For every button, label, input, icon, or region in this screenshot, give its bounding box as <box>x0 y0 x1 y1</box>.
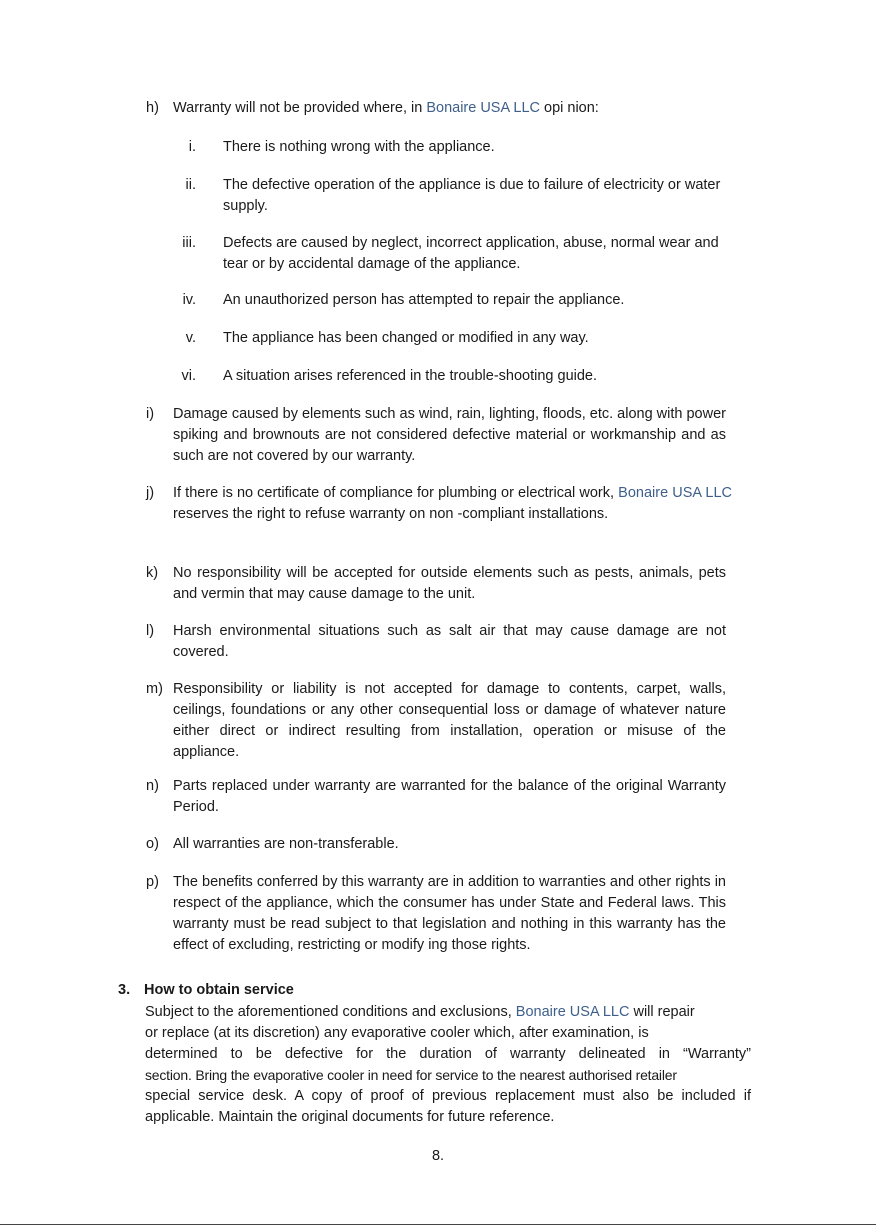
clause-text: All warranties are non-transferable. <box>173 836 399 852</box>
clause-text: If there is no certificate of compliance for plumbing or electrical work, Bonaire USA LLC reserves the right to refuse warranty on non -compliant installations. <box>173 485 732 522</box>
clause-label: o) <box>146 836 159 852</box>
clause-label: h) <box>146 100 159 116</box>
subclause-label: vi. <box>181 368 196 384</box>
page-bottom-rule <box>0 1224 876 1225</box>
clause-text: No responsibility will be accepted for outside elements such as pests, animals, pets and vermin that may cause damage to the unit. <box>173 565 726 602</box>
paragraph-line: special service desk. A copy of proof of previous replacement must also be included if <box>145 1088 751 1104</box>
section-number: 3. <box>118 982 131 998</box>
page-number: 8. <box>431 1148 445 1164</box>
paragraph-line: Subject to the aforementioned conditions and exclusions, Bonaire USA LLC will repair <box>145 1004 695 1020</box>
subclause-text: An unauthorized person has attempted to repair the appliance. <box>223 292 625 308</box>
subclause-label: ii. <box>185 177 196 193</box>
clause-text: Responsibility or liability is not accepted for damage to contents, carpet, walls, ceilings, foundations or any other consequential loss or damage of whatever nature either direct or indirect resulting from installation, operation or misuse of the appliance. <box>173 681 726 760</box>
section-paragraph <box>145 1002 751 1128</box>
clause-text: The benefits conferred by this warranty are in addition to warranties and other rights in respect of the appliance, which the consumer has under State and Federal laws. This warranty must be read subject to that legislation and nothing in this warranty has the effect of excluding, restricting or modify ing those rights. <box>173 874 726 953</box>
paragraph-line: section. Bring the evaporative cooler in need for service to the nearest authorised retailer <box>145 1067 677 1083</box>
clause-m <box>146 679 726 763</box>
clause-p <box>146 872 726 956</box>
company-name: Bonaire USA LLC <box>426 100 540 116</box>
clause-text: Damage caused by elements such as wind, rain, lighting, floods, etc. along with power spiking and brownouts are not considered defective material or workmanship and as such are not covered by our warranty. <box>173 406 726 464</box>
company-name: Bonaire USA LLC <box>618 485 732 501</box>
clause-label: n) <box>146 778 159 794</box>
company-name: Bonaire USA LLC <box>515 1004 630 1020</box>
subclause-label: v. <box>185 330 196 346</box>
subclause-text: There is nothing wrong with the appliance. <box>223 139 495 155</box>
clause-h <box>146 98 726 119</box>
clause-i <box>146 404 726 467</box>
paragraph-line: or replace (at its discretion) any evaporative cooler which, after examination, is <box>145 1025 649 1041</box>
clause-label: i) <box>146 406 155 422</box>
clause-text: Warranty will not be provided where, in Bonaire USA LLC opi nion: <box>173 100 599 116</box>
clause-text: Parts replaced under warranty are warranted for the balance of the original Warranty Period. <box>173 778 726 815</box>
subclause-label: iii. <box>182 235 196 251</box>
subclause-label: iv. <box>182 292 196 308</box>
subclause-text: The appliance has been changed or modified in any way. <box>223 330 589 346</box>
subclause-vi <box>160 366 726 387</box>
clause-label: m) <box>146 681 163 697</box>
subclause-text: The defective operation of the appliance is due to failure of electricity or water supply. <box>223 177 721 214</box>
clause-label: k) <box>146 565 159 581</box>
clause-label: l) <box>146 623 155 639</box>
subclause-ii <box>160 175 726 217</box>
subclause-iii <box>160 233 726 275</box>
subclause-v <box>160 328 726 349</box>
clause-k <box>146 563 726 605</box>
section-title: How to obtain service <box>144 982 294 998</box>
paragraph-line: determined to be defective for the duration of warranty delineated in “Warranty” <box>145 1046 751 1062</box>
clause-n <box>146 776 726 818</box>
clause-text: Harsh environmental situations such as salt air that may cause damage are not covered. <box>173 623 726 660</box>
clause-label: p) <box>146 874 159 890</box>
subclause-text: A situation arises referenced in the trouble-shooting guide. <box>223 368 598 384</box>
subclause-iv <box>160 290 726 311</box>
paragraph-line: applicable. Maintain the original documents for future reference. <box>145 1109 555 1125</box>
subclause-text: Defects are caused by neglect, incorrect application, abuse, normal wear and tear or by accidental damage of the appliance. <box>223 235 719 272</box>
subclause-label: i. <box>188 139 196 155</box>
clause-l <box>146 621 726 663</box>
subclause-i <box>160 137 726 158</box>
clause-label: j) <box>146 485 155 501</box>
section-heading <box>118 980 294 1001</box>
clause-o <box>146 834 726 855</box>
clause-j <box>146 483 732 525</box>
